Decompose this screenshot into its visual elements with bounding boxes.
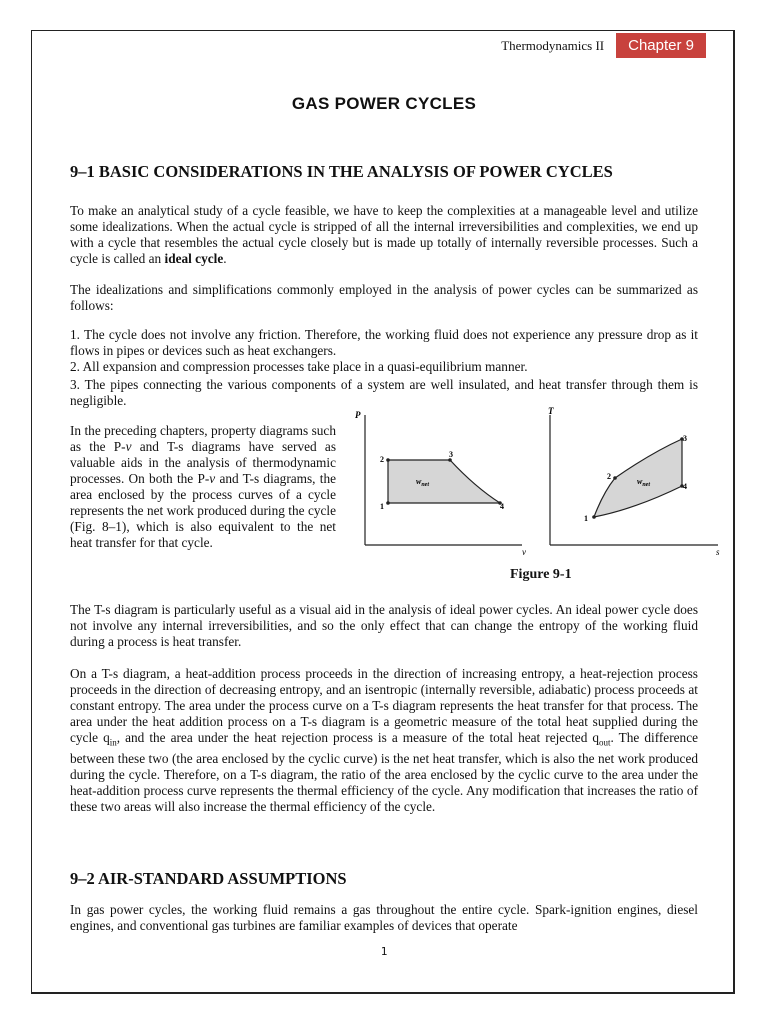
pv-point <box>386 458 390 462</box>
ts-label-4: 4 <box>683 482 687 491</box>
pv-label-4: 4 <box>500 502 504 511</box>
list-item: 2. All expansion and compression processes take place in a quasi-equilibrium manner. <box>70 359 528 374</box>
ts-label-3: 3 <box>683 434 687 443</box>
ts-diagram <box>535 405 725 557</box>
pd-v1: v <box>125 439 132 454</box>
page-header <box>501 32 706 58</box>
chapter-badge: Chapter 9 <box>616 33 706 58</box>
list-item: 1. The cycle does not involve any friction. Therefore, the working fluid does not experience any pressure drop as it flows in pipes or devices such as heat exchangers. <box>70 327 698 358</box>
pv-w: w <box>416 477 422 486</box>
ts-point <box>592 515 596 519</box>
pv-y-label: P <box>355 410 361 420</box>
hp-text-b: , and the area under the heat rejection process is a measure of the total heat rejected q <box>116 730 600 745</box>
paragraph-heat-processes <box>70 666 698 815</box>
ts-label-2: 2 <box>607 472 611 481</box>
ts-w-sub: net <box>642 482 651 488</box>
hp-text-c: . The difference between these two (the area enclosed by the cyclic curve) is the net heat transfer, which is also the net work produced during the cycle. Therefore, on a T-s diagram, the ratio of the area enclosed by the cyclic curve to the area under the heat-addition process curve represents the thermal efficiency of the cycle. Any modification that increases the ratio of these two areas will also increase the thermal efficiency of the cycle. <box>70 730 698 814</box>
pv-label-1: 1 <box>380 502 384 511</box>
pd-text-c: and T-s diagrams, the area enclosed by the process curves of a cycle represents the net work produced during the cycle (Fig. 8–1), which is also equivalent to the net heat transfer for that cycle. <box>70 471 336 550</box>
paragraph-idealizations: The idealizations and simplifications commonly employed in the analysis of power cycles can be summarized as follows: <box>70 282 698 313</box>
q-out-sub: out <box>599 737 611 748</box>
pv-diagram <box>350 405 530 557</box>
pv-x-label: v <box>522 547 526 557</box>
pv-w-sub: net <box>421 482 430 488</box>
list-item: 3. The pipes connecting the various components of a system are well insulated, and heat transfer through them is negligible. <box>70 377 698 408</box>
ts-w: w <box>637 477 643 486</box>
pd-v2: v <box>209 471 216 486</box>
hp-text-a: On a T-s diagram, a heat-addition process proceeds in the direction of increasing entropy, a heat-rejection process proceeds in the direction of decreasing entropy, and an isentropic (internally reversible, adiabatic) process proceeds at constant entropy. The area under the process curve on a T-s diagram represents the heat transfer for that process. The area under the heat addition process on a T-s diagram is a geometric measure of the total heat supplied during the cycle q <box>70 666 698 745</box>
paragraph-intro <box>70 203 698 267</box>
pd-text-b: and T-s diagrams have served as valuable aids in the analysis of thermodynamic processes. On both the P- <box>70 439 336 486</box>
pd-text-a: In the preceding chapters, property diagrams such as the P- <box>70 423 336 454</box>
ts-x-label: s <box>716 547 720 557</box>
paragraph-air-standard: In gas power cycles, the working fluid remains a gas throughout the entire cycle. Spark-ignition engines, diesel engines, and conventional gas turbines are familiar examples of devices that operate <box>70 902 698 933</box>
pv-cycle-area <box>388 460 500 503</box>
paragraph-intro-end: . <box>223 251 227 266</box>
ts-point <box>613 476 617 480</box>
q-in-sub: in <box>109 737 117 748</box>
page-number: 1 <box>380 945 388 958</box>
pv-label-2: 2 <box>380 455 384 464</box>
paragraph-ts-diagram: The T-s diagram is particularly useful as a visual aid in the analysis of ideal power cycles. An ideal power cycle does not involve any internal irreversibilities, and so the only effect that can change the entropy of the working fluid during a process is heat transfer. <box>70 602 698 649</box>
paragraph-intro-text: To make an analytical study of a cycle feasible, we have to keep the complexities at a manageable level and utilize some idealizations. When the actual cycle is stripped of all the internal irreversibilities and complexities, we end up with a cycle that resembles the actual cycle closely but is made up totally of internally reversible processes. Such a cycle is called an <box>70 203 698 266</box>
pv-point <box>386 501 390 505</box>
pv-label-3: 3 <box>449 450 453 459</box>
ideal-cycle-term: ideal cycle <box>164 251 224 266</box>
ts-y-label: T <box>548 406 554 416</box>
document-title: GAS POWER CYCLES <box>291 94 477 113</box>
figure-caption: Figure 9-1 <box>510 567 572 582</box>
ts-label-1: 1 <box>584 514 588 523</box>
section-heading-9-1: 9–1 BASIC CONSIDERATIONS IN THE ANALYSIS OF POWER CYCLES <box>70 162 613 181</box>
paragraph-property-diagrams <box>70 423 336 551</box>
course-title: Thermodynamics II <box>501 38 605 53</box>
section-heading-9-2: 9–2 AIR-STANDARD ASSUMPTIONS <box>70 869 347 888</box>
